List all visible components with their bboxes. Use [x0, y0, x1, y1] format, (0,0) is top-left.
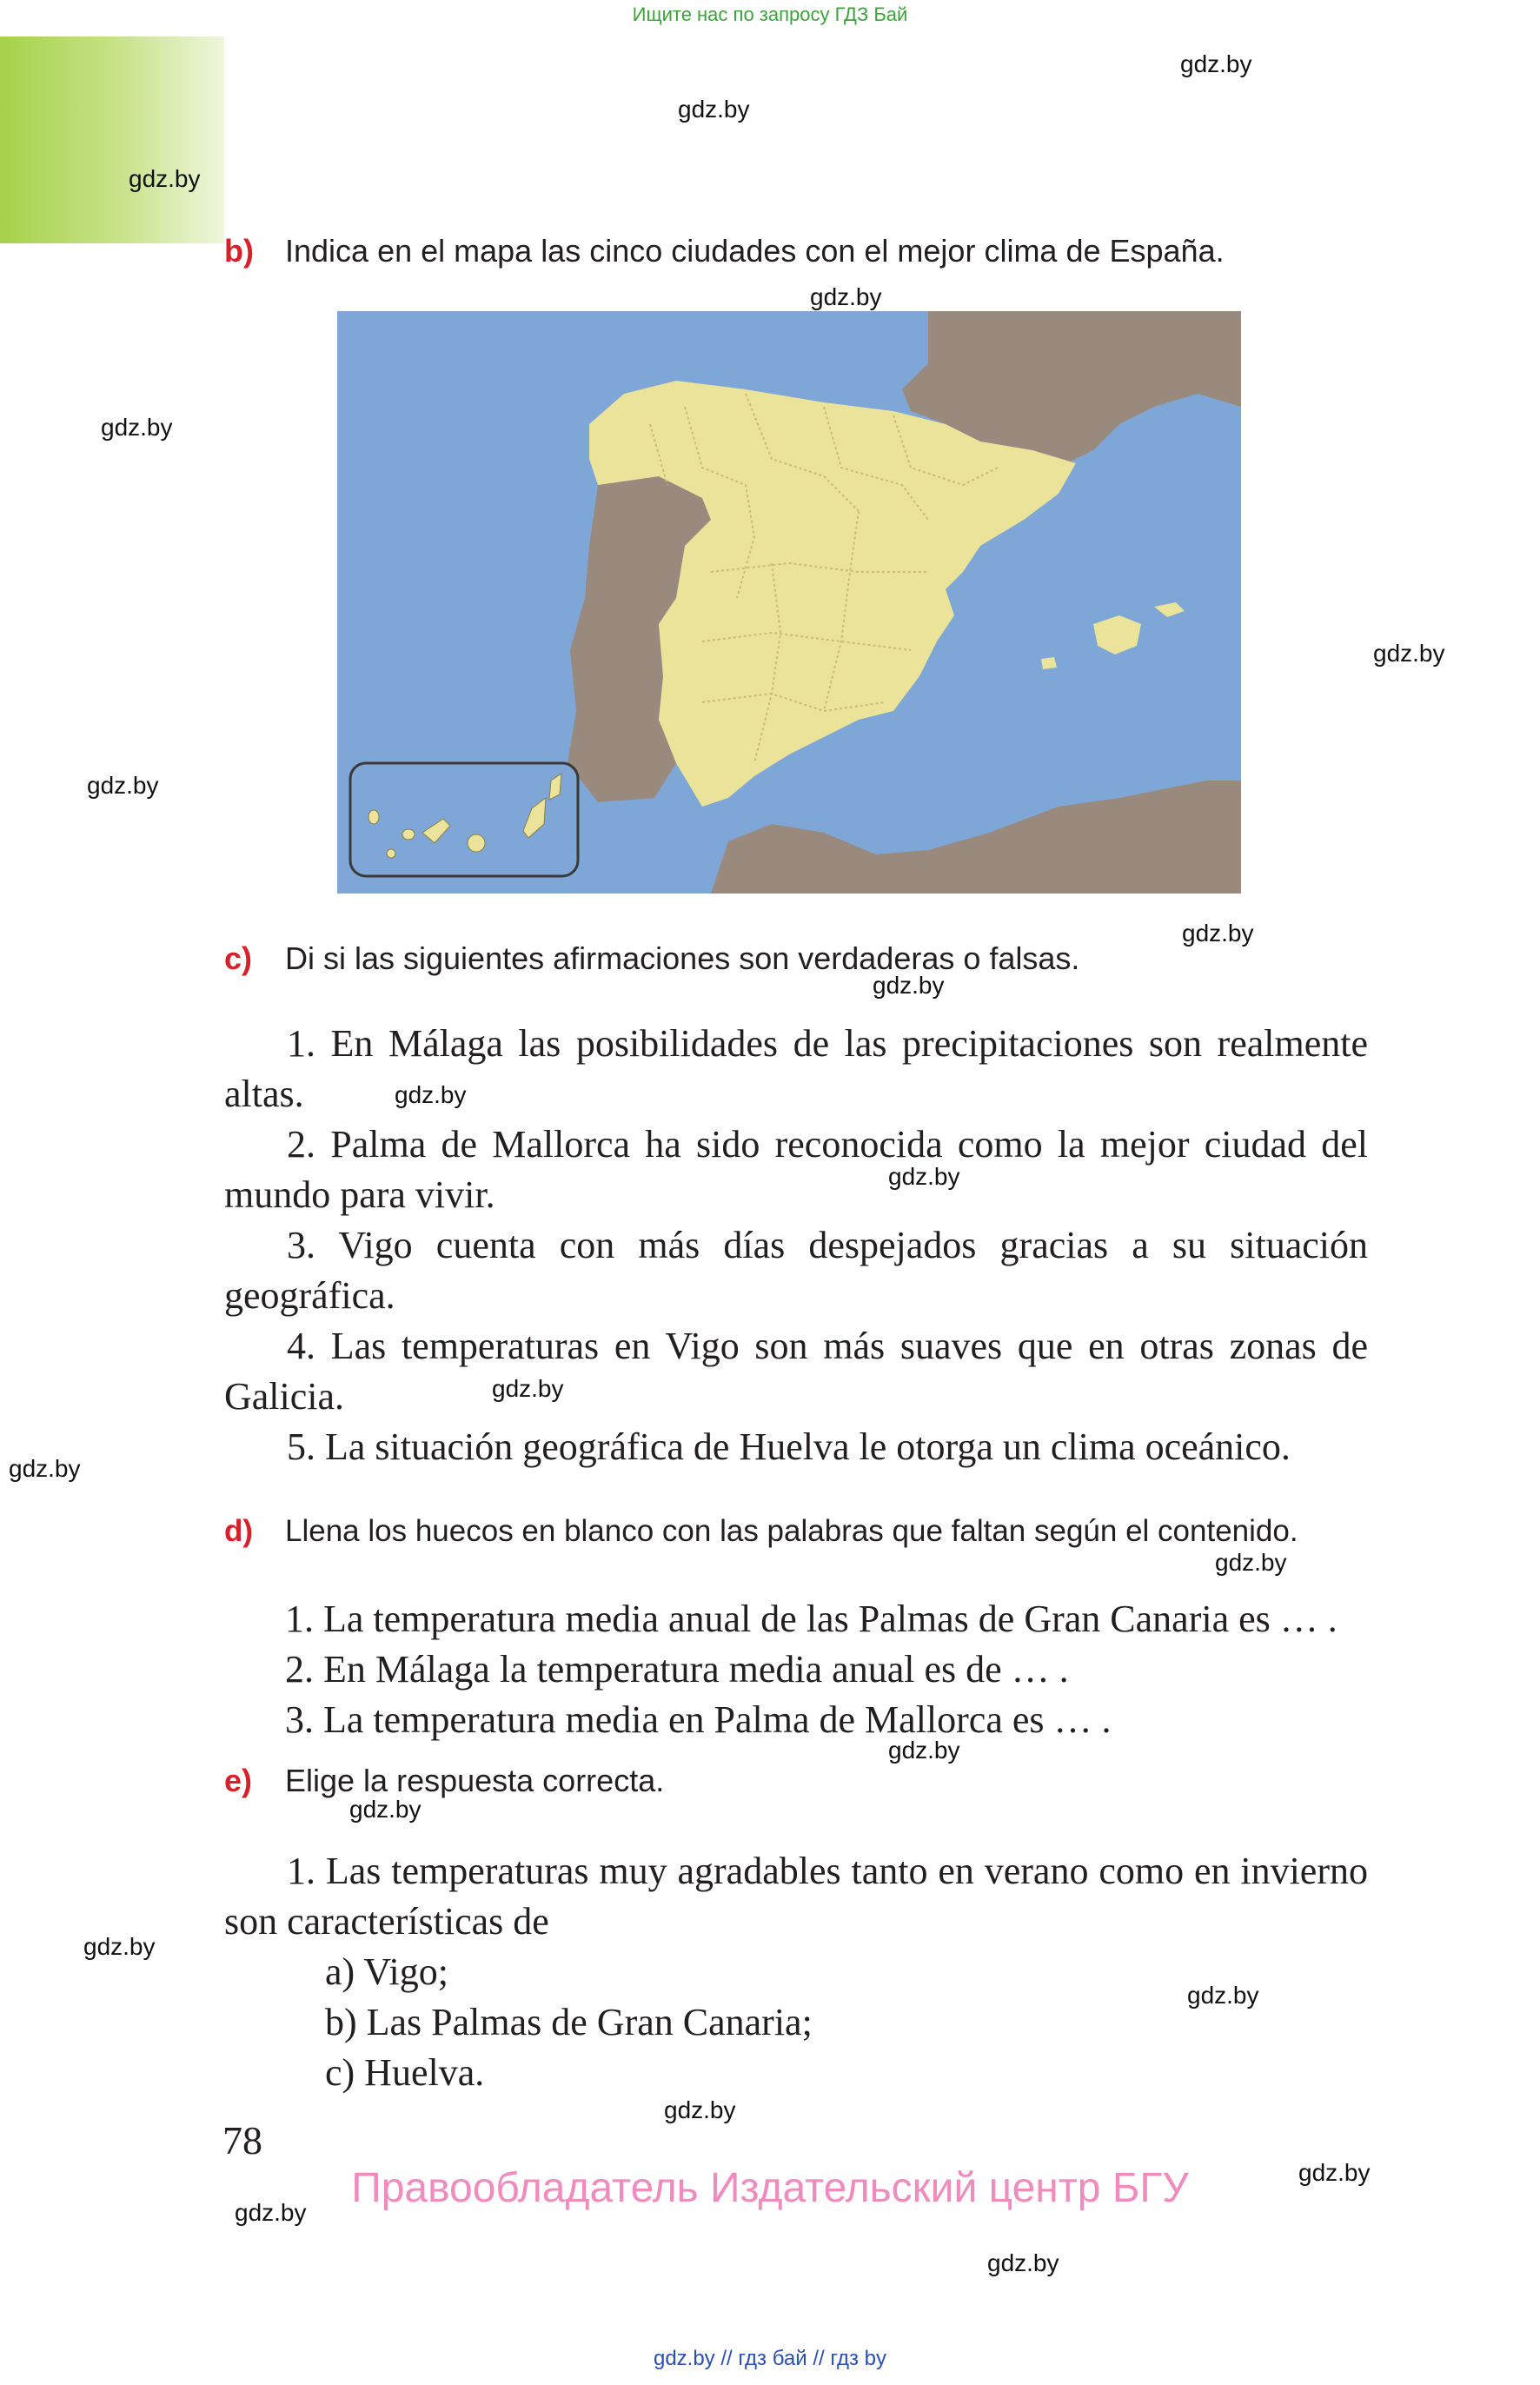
- search-hint-link[interactable]: Ищите нас по запросу ГДЗ Бай: [632, 3, 908, 25]
- answer-option: a) Vigo;: [325, 1950, 448, 1993]
- fill-in-item: 1. La temperatura media anual de las Palmas de Gran Canaria es … .: [285, 1598, 1338, 1640]
- task-letter: e): [224, 1763, 253, 1798]
- watermark: gdz.by: [395, 1081, 467, 1108]
- watermark: gdz.by: [888, 1163, 960, 1190]
- watermark: gdz.by: [349, 1796, 422, 1823]
- watermark: gdz.by: [888, 1737, 960, 1764]
- task-letter: c): [224, 940, 253, 976]
- task-letter: d): [224, 1514, 254, 1548]
- watermark: gdz.by: [664, 2096, 736, 2123]
- watermark: gdz.by: [1182, 920, 1254, 947]
- page-number: 78: [222, 2118, 262, 2162]
- task-instruction: Elige la respuesta correcta.: [285, 1763, 665, 1798]
- watermark: gdz.by: [987, 2249, 1059, 2276]
- footer-links[interactable]: gdz.by // гдз бай // гдз by: [653, 2347, 887, 2370]
- watermark: gdz.by: [129, 165, 201, 192]
- corner-decoration: [0, 37, 224, 243]
- task-instruction: Indica en el mapa las cinco ciudades con el mejor clima de España.: [285, 233, 1225, 269]
- watermark: gdz.by: [492, 1375, 564, 1402]
- task-e: [224, 1763, 664, 1799]
- watermark: gdz.by: [1187, 1982, 1259, 2009]
- task-instruction: Di si las siguientes afirmaciones son verdaderas o falsas.: [285, 940, 1080, 976]
- task-e-question: [224, 1846, 1368, 1947]
- task-c: [224, 940, 1079, 977]
- watermark: gdz.by: [101, 414, 173, 441]
- watermark: gdz.by: [83, 1933, 156, 1960]
- fill-in-item: 3. La temperatura media en Palma de Mallorca es … .: [285, 1698, 1112, 1741]
- copyright-notice: Правообладатель Издательский центр БГУ: [351, 2165, 1189, 2211]
- watermark: gdz.by: [1298, 2159, 1371, 2186]
- task-letter: b): [224, 233, 254, 269]
- watermark: gdz.by: [810, 283, 882, 310]
- answer-option: c) Huelva.: [325, 2051, 485, 2094]
- watermark: gdz.by: [873, 972, 945, 999]
- watermark: gdz.by: [1180, 50, 1252, 77]
- statement: 1. En Málaga las posibilidades de las precipitaciones son realmente altas.: [224, 1022, 1368, 1115]
- map-of-spain-icon: [337, 311, 1241, 894]
- task-c-statements: [224, 1019, 1368, 1472]
- answer-option: b) Las Palmas de Gran Canaria;: [325, 2001, 813, 2043]
- watermark: gdz.by: [1215, 1549, 1287, 1576]
- statement: 3. Vigo cuenta con más días despejados gracias a su situación geográfica.: [224, 1224, 1368, 1317]
- fill-in-item: 2. En Málaga la temperatura media anual es de … .: [285, 1648, 1069, 1691]
- statement: 4. Las temperaturas en Vigo son más suaves que en otras zonas de Galicia.: [224, 1325, 1368, 1418]
- statement: 2. Palma de Mallorca ha sido reconocida como la mejor ciudad del mundo para vivir.: [224, 1123, 1368, 1216]
- watermark: gdz.by: [678, 96, 750, 123]
- question: 1. Las temperaturas muy agradables tanto en verano como en invierno son características de: [224, 1850, 1368, 1943]
- task-d: [224, 1514, 1298, 1549]
- watermark: gdz.by: [9, 1455, 81, 1482]
- watermark: gdz.by: [87, 772, 159, 799]
- watermark: gdz.by: [1373, 640, 1445, 667]
- task-b: [224, 233, 1225, 269]
- watermark: gdz.by: [235, 2199, 307, 2226]
- statement: 5. La situación geográfica de Huelva le otorga un clima oceánico.: [287, 1425, 1291, 1468]
- task-instruction: Llena los huecos en blanco con las palabras que faltan según el contenido.: [285, 1514, 1298, 1548]
